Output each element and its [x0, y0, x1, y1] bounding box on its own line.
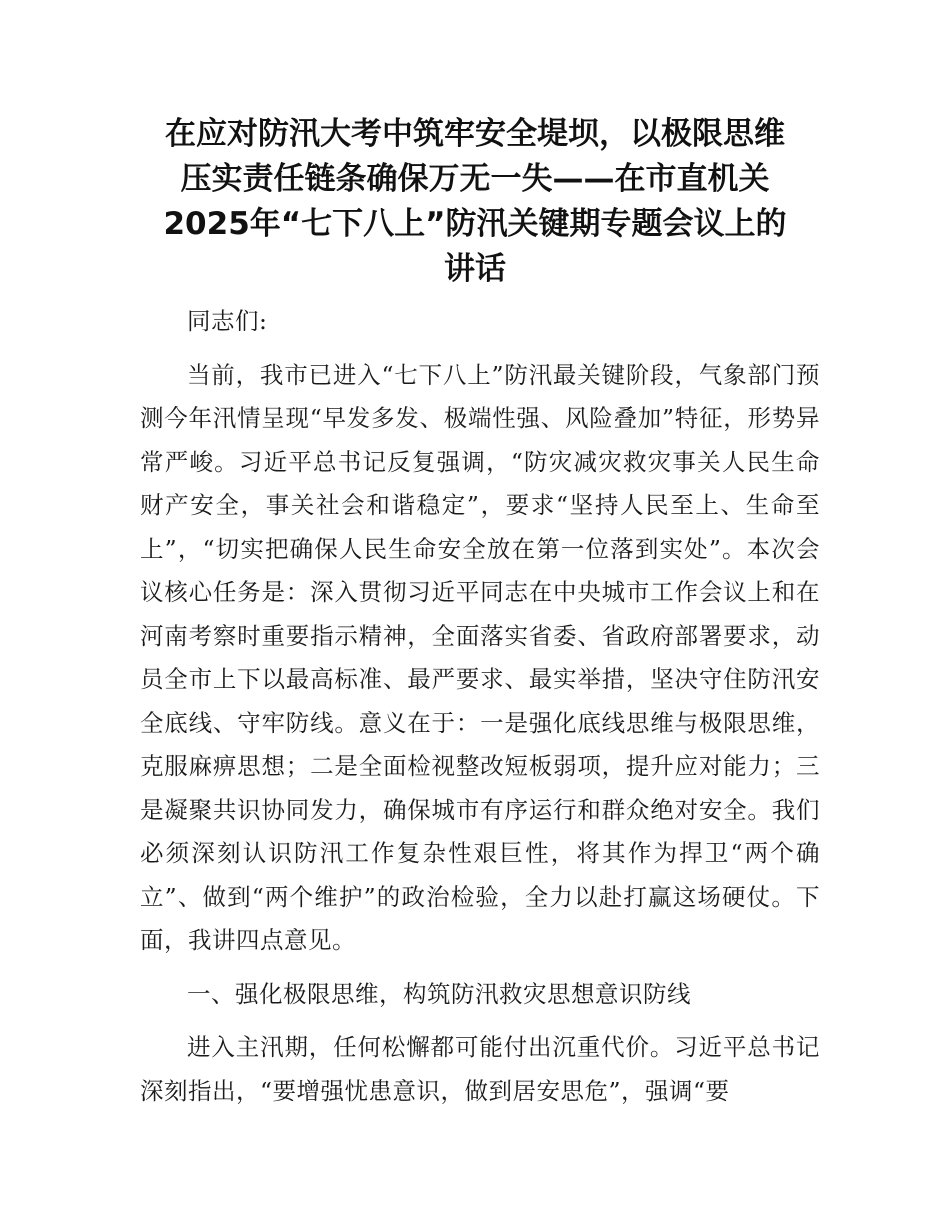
paragraph-intro: 当前，我市已进入“七下八上”防汛最关键阶段，气象部门预测今年汛情呈现“早发多发、极端性强、风险叠加”特征，形势异常严峻。习近平总书记反复强调，“防灾减灾救灾事关人民生命财产安全，事关社会和谐稳定”，要求“坚持人民至上、生命至上”，“切实把确保人民生命安全放在第一位落到实处”。本次会议核心任务是：深入贯彻习近平同志在中央城市工作会议上和在河南考察时重要指示精神，全面落实省委、省政府部署要求，动员全市上下以最高标准、最严要求、最实举措，坚决守住防汛安全底线、守牢防线。意义在于：一是强化底线思维与极限思维，克服麻痹思想；二是全面检视整改短板弱项，提升应对能力；三是凝聚共识协同发力，确保城市有序运行和群众绝对安全。我们必须深刻认识防汛工作复杂性艰巨性，将其作为捍卫“两个确立”、做到“两个维护”的政治检验，全力以赴打赢这场硬仗。下面，我讲四点意见。: [140, 360, 820, 954]
title-line-4: 讲话: [444, 251, 506, 287]
section-heading: 一、强化极限思维，构筑防汛救灾思想意识防线: [187, 979, 691, 1008]
title-line-3: 2025年“七下八上”防汛关键期专题会议上的: [163, 206, 787, 242]
salutation: 同志们:: [187, 307, 268, 335]
paragraph-section-1: 进入主汛期，任何松懈都可能付出沉重代价。习近平总书记深刻指出，“要增强忧患意识，做到居安思危”，强调“要: [140, 1033, 820, 1105]
title-line-1: 在应对防汛大考中筑牢安全堤坝，以极限思维: [165, 116, 785, 152]
document-title: [130, 112, 820, 292]
title-line-2: 压实责任链条确保万无一失——在市直机关: [180, 161, 770, 197]
document-body: [140, 300, 820, 1123]
